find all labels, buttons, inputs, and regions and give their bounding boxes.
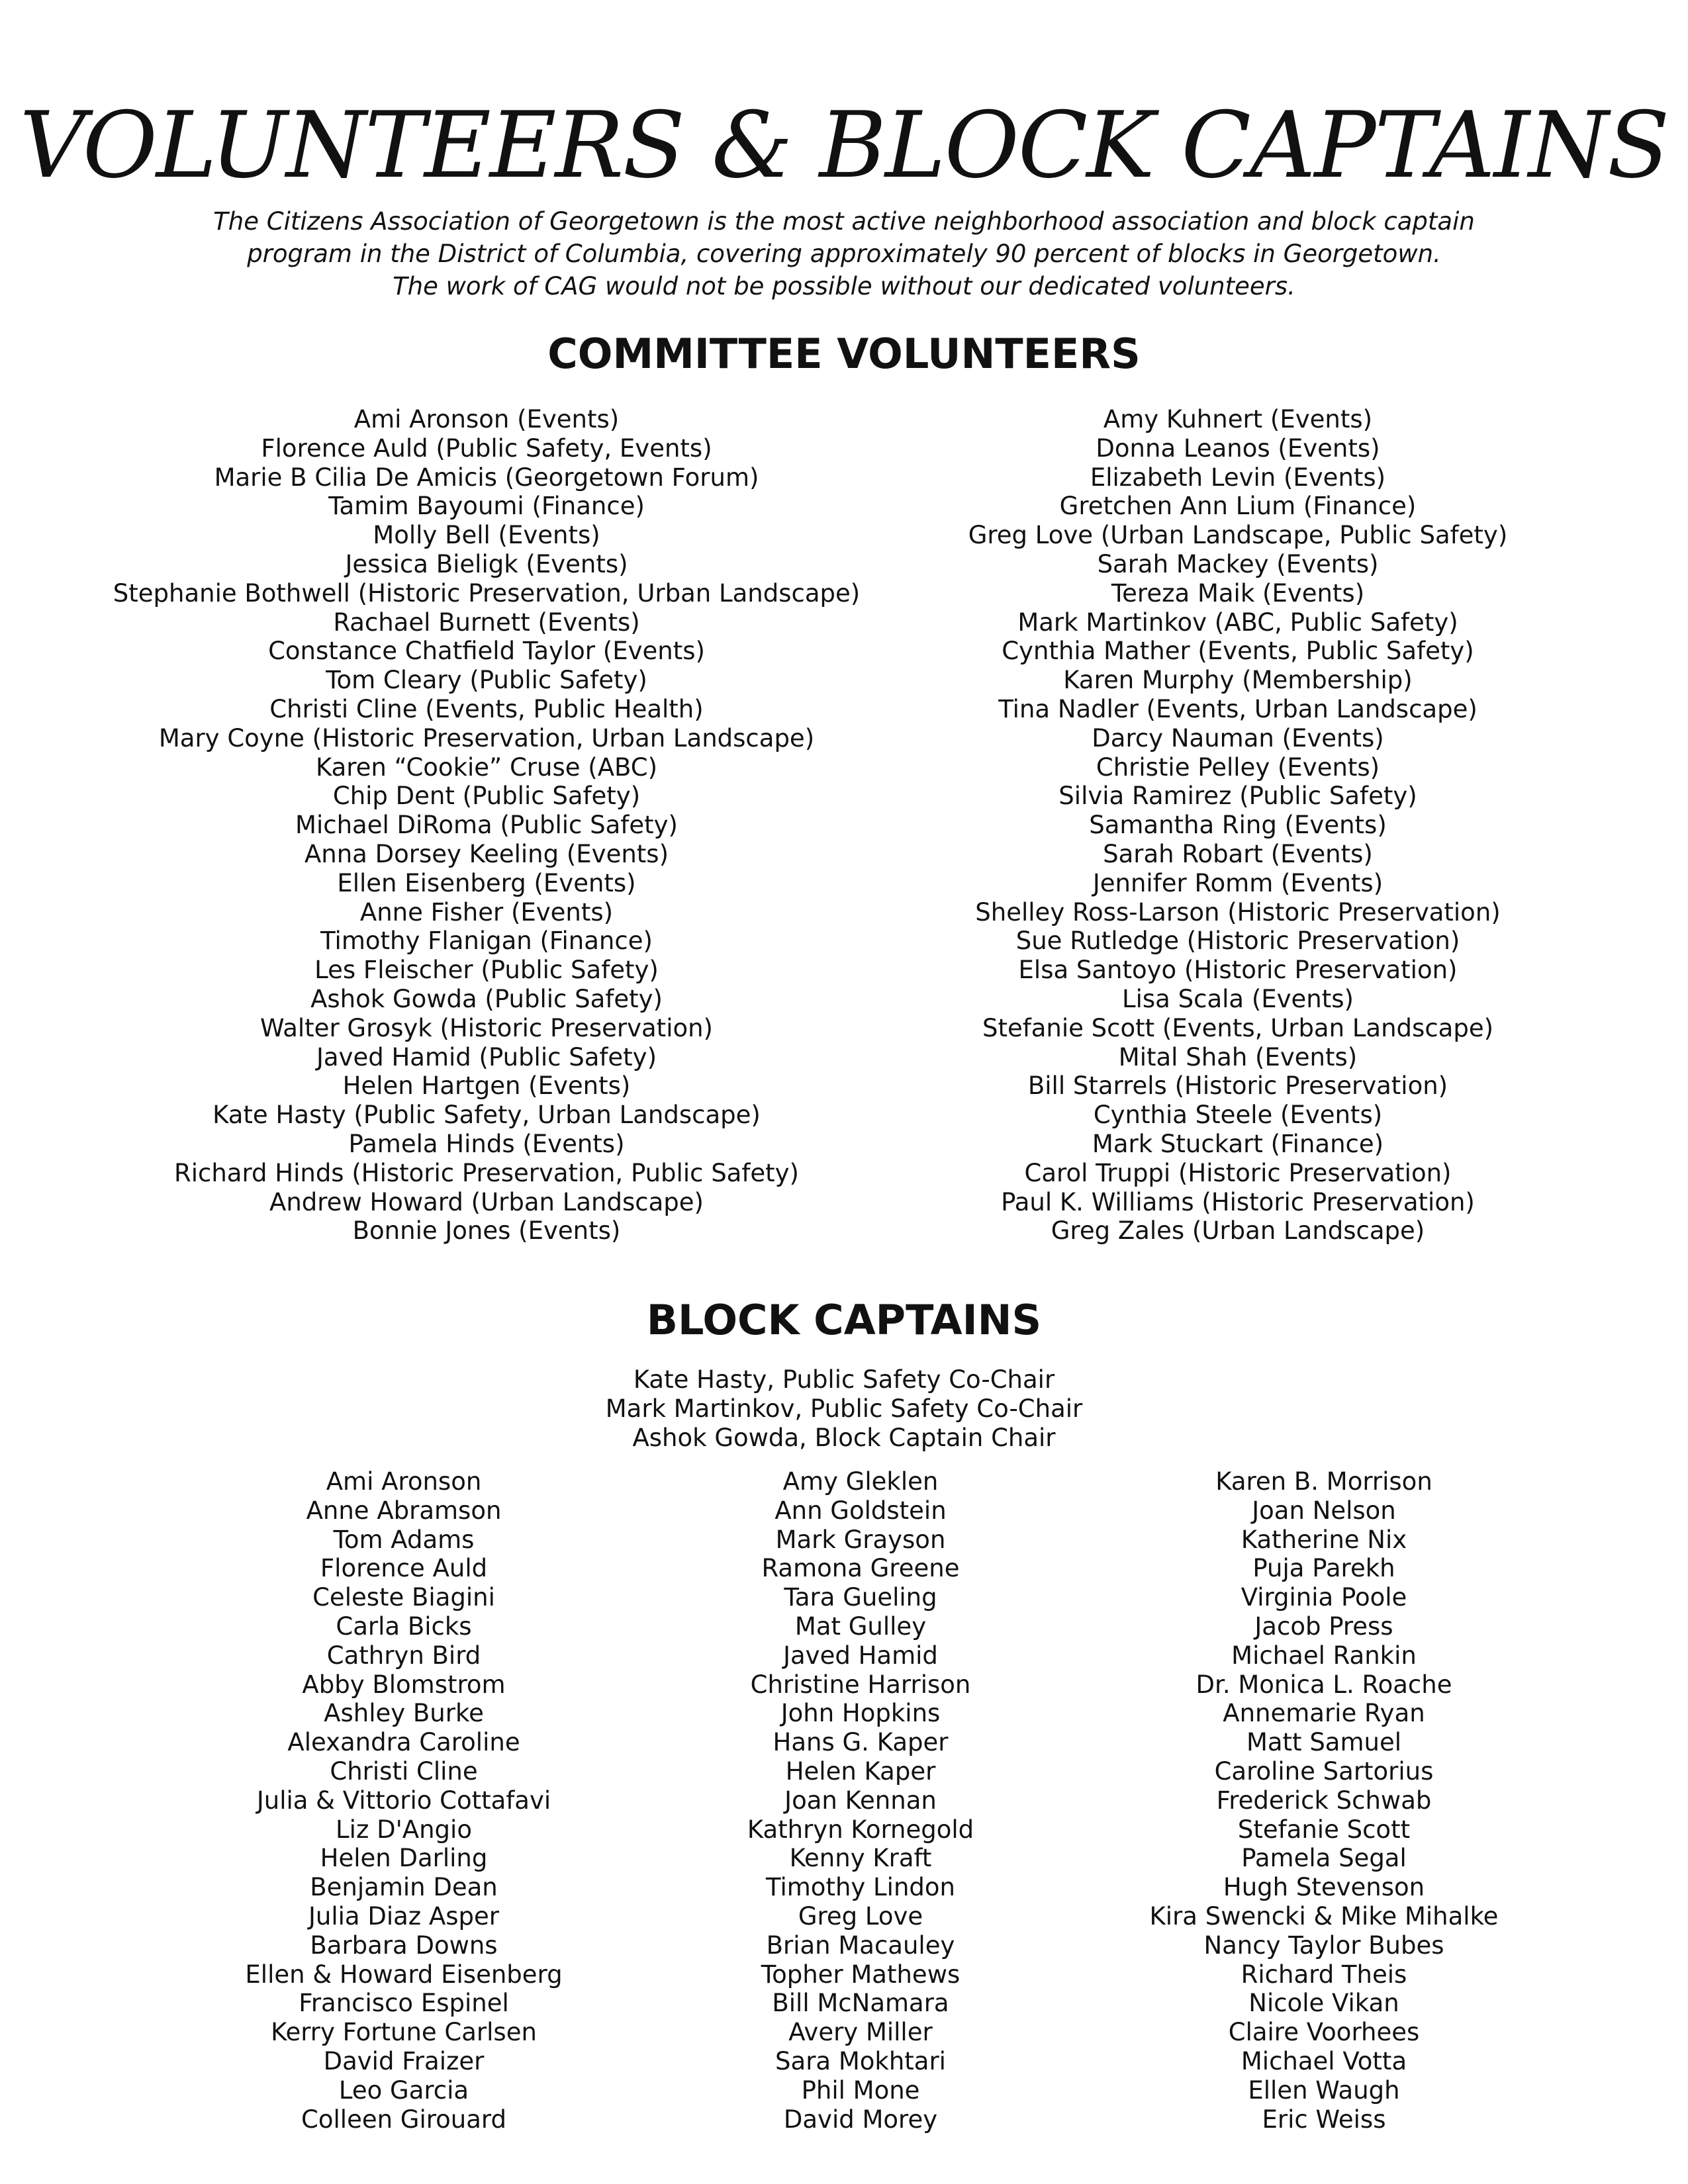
list-item: Bonnie Jones (Events)	[352, 1216, 621, 1246]
block-captain-leaders	[0, 1365, 1688, 1452]
page-title: VOLUNTEERS & BLOCK CAPTAINS	[19, 92, 1669, 199]
list-item: Darcy Nauman (Events)	[1092, 723, 1384, 752]
list-item: Topher Mathews	[761, 1960, 961, 1989]
list-item: Eric Weiss	[1262, 2105, 1386, 2134]
list-item: Greg Love (Urban Landscape, Public Safety)	[968, 521, 1508, 550]
list-item: Jennifer Romm (Events)	[1092, 868, 1383, 897]
list-item: Julia & Vittorio Cottafavi	[256, 1786, 551, 1815]
list-item: Cathryn Bird	[326, 1641, 481, 1670]
list-item: Nicole Vikan	[1248, 1989, 1399, 2018]
block-captains-heading: BLOCK CAPTAINS	[646, 1296, 1042, 1344]
list-item: Dr. Monica L. Roache	[1196, 1670, 1452, 1699]
list-item: Ellen Waugh	[1248, 2075, 1400, 2105]
list-item: Ramona Greene	[761, 1554, 960, 1583]
list-item: Alexandra Caroline	[287, 1728, 520, 1757]
list-item: Tina Nadler (Events, Urban Landscape)	[998, 694, 1477, 723]
list-item: Kerry Fortune Carlsen	[271, 2018, 537, 2047]
list-item: Sara Mokhtari	[775, 2046, 946, 2075]
list-item: Puja Parekh	[1252, 1554, 1395, 1583]
list-item: Kira Swencki & Mike Mihalke	[1149, 1901, 1499, 1931]
intro-line: The Citizens Association of Georgetown is the most active neighborhood association and block captain	[213, 207, 1475, 236]
list-item: Ami Aronson (Events)	[353, 405, 620, 433]
list-item: Liz D'Angio	[336, 1815, 472, 1844]
intro-line: The work of CAG would not be possible without our dedicated volunteers.	[393, 272, 1295, 300]
list-item: Abby Blomstrom	[302, 1670, 506, 1699]
list-item: Helen Darling	[320, 1844, 488, 1873]
list-item: Michael Rankin	[1231, 1641, 1417, 1670]
list-item: Andrew Howard (Urban Landscape)	[269, 1187, 704, 1216]
list-item: Pamela Segal	[1241, 1844, 1407, 1873]
list-item: Tom Adams	[333, 1525, 475, 1554]
list-item: Stefanie Scott (Events, Urban Landscape)	[982, 1013, 1494, 1042]
list-item: Matt Samuel	[1246, 1728, 1402, 1757]
list-item: Nancy Taylor Bubes	[1203, 1931, 1444, 1960]
list-item: Les Fleischer (Public Safety)	[314, 956, 659, 985]
list-item: Julia Diaz Asper	[308, 1901, 500, 1931]
list-item: Paul K. Williams (Historic Preservation)	[1001, 1187, 1475, 1216]
list-item: Tara Gueling	[784, 1583, 937, 1612]
block-captains-column-2	[629, 1467, 1092, 2134]
list-item: Walter Grosyk (Historic Preservation)	[260, 1013, 713, 1042]
list-item: Christie Pelley (Events)	[1096, 752, 1380, 782]
list-item: Shelley Ross-Larson (Historic Preservation)	[975, 897, 1501, 927]
list-item: Kenny Kraft	[789, 1844, 932, 1873]
list-item: Christine Harrison	[750, 1670, 971, 1699]
intro-paragraph	[99, 205, 1589, 302]
list-item: Timothy Lindon	[766, 1873, 955, 1902]
list-item: Mital Shah (Events)	[1118, 1042, 1358, 1071]
list-item: Leo Garcia	[338, 2075, 469, 2105]
list-item: Mark Martinkov, Public Safety Co-Chair	[605, 1394, 1083, 1423]
list-item: Chip Dent (Public Safety)	[332, 782, 641, 811]
list-item: Michael DiRoma (Public Safety)	[295, 811, 678, 840]
list-item: Bill Starrels (Historic Preservation)	[1027, 1071, 1448, 1101]
list-item: Joan Kennan	[784, 1786, 937, 1815]
list-item: Celeste Biagini	[312, 1583, 495, 1612]
committee-volunteers-column-2	[851, 405, 1625, 1246]
list-item: Kate Hasty, Public Safety Co-Chair	[633, 1365, 1055, 1394]
block-captains-column-1	[172, 1467, 635, 2134]
list-item: Virginia Poole	[1241, 1583, 1407, 1612]
list-item: Donna Leanos (Events)	[1096, 433, 1380, 463]
list-item: David Fraizer	[323, 2046, 485, 2075]
list-item: Brian Macauley	[766, 1931, 955, 1960]
list-item: Elizabeth Levin (Events)	[1090, 463, 1386, 492]
list-item: Hans G. Kaper	[773, 1728, 949, 1757]
list-item: Francisco Espinel	[299, 1989, 509, 2018]
list-item: Pamela Hinds (Events)	[348, 1129, 625, 1158]
list-item: Carol Truppi (Historic Preservation)	[1024, 1158, 1452, 1187]
list-item: Silvia Ramirez (Public Safety)	[1058, 782, 1417, 811]
list-item: Richard Theis	[1241, 1960, 1407, 1989]
list-item: Jacob Press	[1254, 1612, 1393, 1641]
list-item: Barbara Downs	[310, 1931, 498, 1960]
list-item: Christi Cline (Events, Public Health)	[269, 694, 704, 723]
list-item: Stephanie Bothwell (Historic Preservation, Urban Landscape)	[113, 578, 861, 608]
list-item: Richard Hinds (Historic Preservation, Public Safety)	[174, 1158, 799, 1187]
list-item: Claire Voorhees	[1228, 2018, 1420, 2047]
list-item: Mark Martinkov (ABC, Public Safety)	[1017, 608, 1458, 637]
list-item: Colleen Girouard	[301, 2105, 506, 2134]
list-item: John Hopkins	[780, 1699, 941, 1728]
list-item: Annemarie Ryan	[1223, 1699, 1425, 1728]
list-item: Karen B. Morrison	[1215, 1467, 1432, 1496]
list-item: Florence Auld (Public Safety, Events)	[261, 433, 712, 463]
list-item: Tom Cleary (Public Safety)	[326, 666, 647, 695]
list-item: Samantha Ring (Events)	[1089, 811, 1387, 840]
list-item: Amy Gleklen	[782, 1467, 939, 1496]
list-item: Ami Aronson	[326, 1467, 482, 1496]
list-item: Stefanie Scott	[1237, 1815, 1411, 1844]
list-item: Kate Hasty (Public Safety, Urban Landscape)	[212, 1101, 761, 1130]
list-item: Helen Hartgen (Events)	[342, 1071, 631, 1101]
list-item: Molly Bell (Events)	[373, 521, 600, 550]
list-item: Constance Chatfield Taylor (Events)	[268, 637, 705, 666]
list-item: Gretchen Ann Lium (Finance)	[1059, 492, 1417, 521]
list-item: Lisa Scala (Events)	[1122, 984, 1354, 1013]
list-item: Michael Votta	[1241, 2046, 1407, 2075]
list-item: Rachael Burnett (Events)	[333, 608, 640, 637]
list-item: Anne Abramson	[306, 1496, 502, 1525]
list-item: Katherine Nix	[1241, 1525, 1407, 1554]
list-item: Ashley Burke	[324, 1699, 484, 1728]
list-item: Mat Gulley	[794, 1612, 927, 1641]
list-item: Benjamin Dean	[310, 1873, 498, 1902]
list-item: Sarah Mackey (Events)	[1097, 549, 1379, 578]
block-captains-column-3	[1092, 1467, 1556, 2134]
intro-line: program in the District of Columbia, covering approximately 90 percent of blocks in Georgetown.	[247, 240, 1441, 268]
list-item: Ashok Gowda (Public Safety)	[310, 984, 663, 1013]
list-item: Frederick Schwab	[1216, 1786, 1432, 1815]
list-item: Karen Murphy (Membership)	[1063, 666, 1413, 695]
list-item: Ellen & Howard Eisenberg	[245, 1960, 563, 1989]
list-item: Helen Kaper	[785, 1756, 936, 1786]
list-item: Tamim Bayoumi (Finance)	[328, 492, 645, 521]
list-item: Bill McNamara	[772, 1989, 949, 2018]
list-item: Caroline Sartorius	[1214, 1756, 1434, 1786]
list-item: David Morey	[783, 2105, 938, 2134]
list-item: Anne Fisher (Events)	[359, 897, 614, 927]
list-item: Cynthia Steele (Events)	[1093, 1101, 1383, 1130]
list-item: Mark Grayson	[775, 1525, 946, 1554]
list-item: Greg Love	[798, 1901, 923, 1931]
list-item: Ellen Eisenberg (Events)	[337, 868, 636, 897]
list-item: Javed Hamid (Public Safety)	[316, 1042, 657, 1071]
list-item: Javed Hamid	[783, 1641, 938, 1670]
list-item: Amy Kuhnert (Events)	[1103, 405, 1373, 433]
list-item: Karen “Cookie” Cruse (ABC)	[315, 752, 658, 782]
list-item: Jessica Bieligk (Events)	[345, 549, 628, 578]
list-item: Timothy Flanigan (Finance)	[320, 927, 653, 956]
list-item: Elsa Santoyo (Historic Preservation)	[1018, 956, 1458, 985]
list-item: Mary Coyne (Historic Preservation, Urban Landscape)	[158, 723, 815, 752]
list-item: Mark Stuckart (Finance)	[1092, 1129, 1384, 1158]
list-item: Ann Goldstein	[774, 1496, 947, 1525]
list-item: Kathryn Kornegold	[747, 1815, 974, 1844]
list-item: Joan Nelson	[1252, 1496, 1396, 1525]
list-item: Anna Dorsey Keeling (Events)	[304, 839, 669, 868]
committee-volunteers-heading: COMMITTEE VOLUNTEERS	[547, 330, 1141, 378]
list-item: Christi Cline	[330, 1756, 478, 1786]
list-item: Hugh Stevenson	[1223, 1873, 1425, 1902]
list-item: Avery Miller	[788, 2018, 933, 2047]
list-item: Sarah Robart (Events)	[1103, 839, 1373, 868]
list-item: Marie B Cilia De Amicis (Georgetown Forum)	[214, 463, 759, 492]
list-item: Phil Mone	[801, 2075, 920, 2105]
list-item: Florence Auld	[320, 1554, 488, 1583]
list-item: Carla Bicks	[336, 1612, 472, 1641]
list-item: Ashok Gowda, Block Captain Chair	[632, 1423, 1056, 1452]
list-item: Cynthia Mather (Events, Public Safety)	[1002, 637, 1474, 666]
list-item: Sue Rutledge (Historic Preservation)	[1015, 927, 1460, 956]
committee-volunteers-column-1	[17, 405, 957, 1246]
list-item: Greg Zales (Urban Landscape)	[1051, 1216, 1425, 1246]
list-item: Tereza Maik (Events)	[1111, 578, 1365, 608]
